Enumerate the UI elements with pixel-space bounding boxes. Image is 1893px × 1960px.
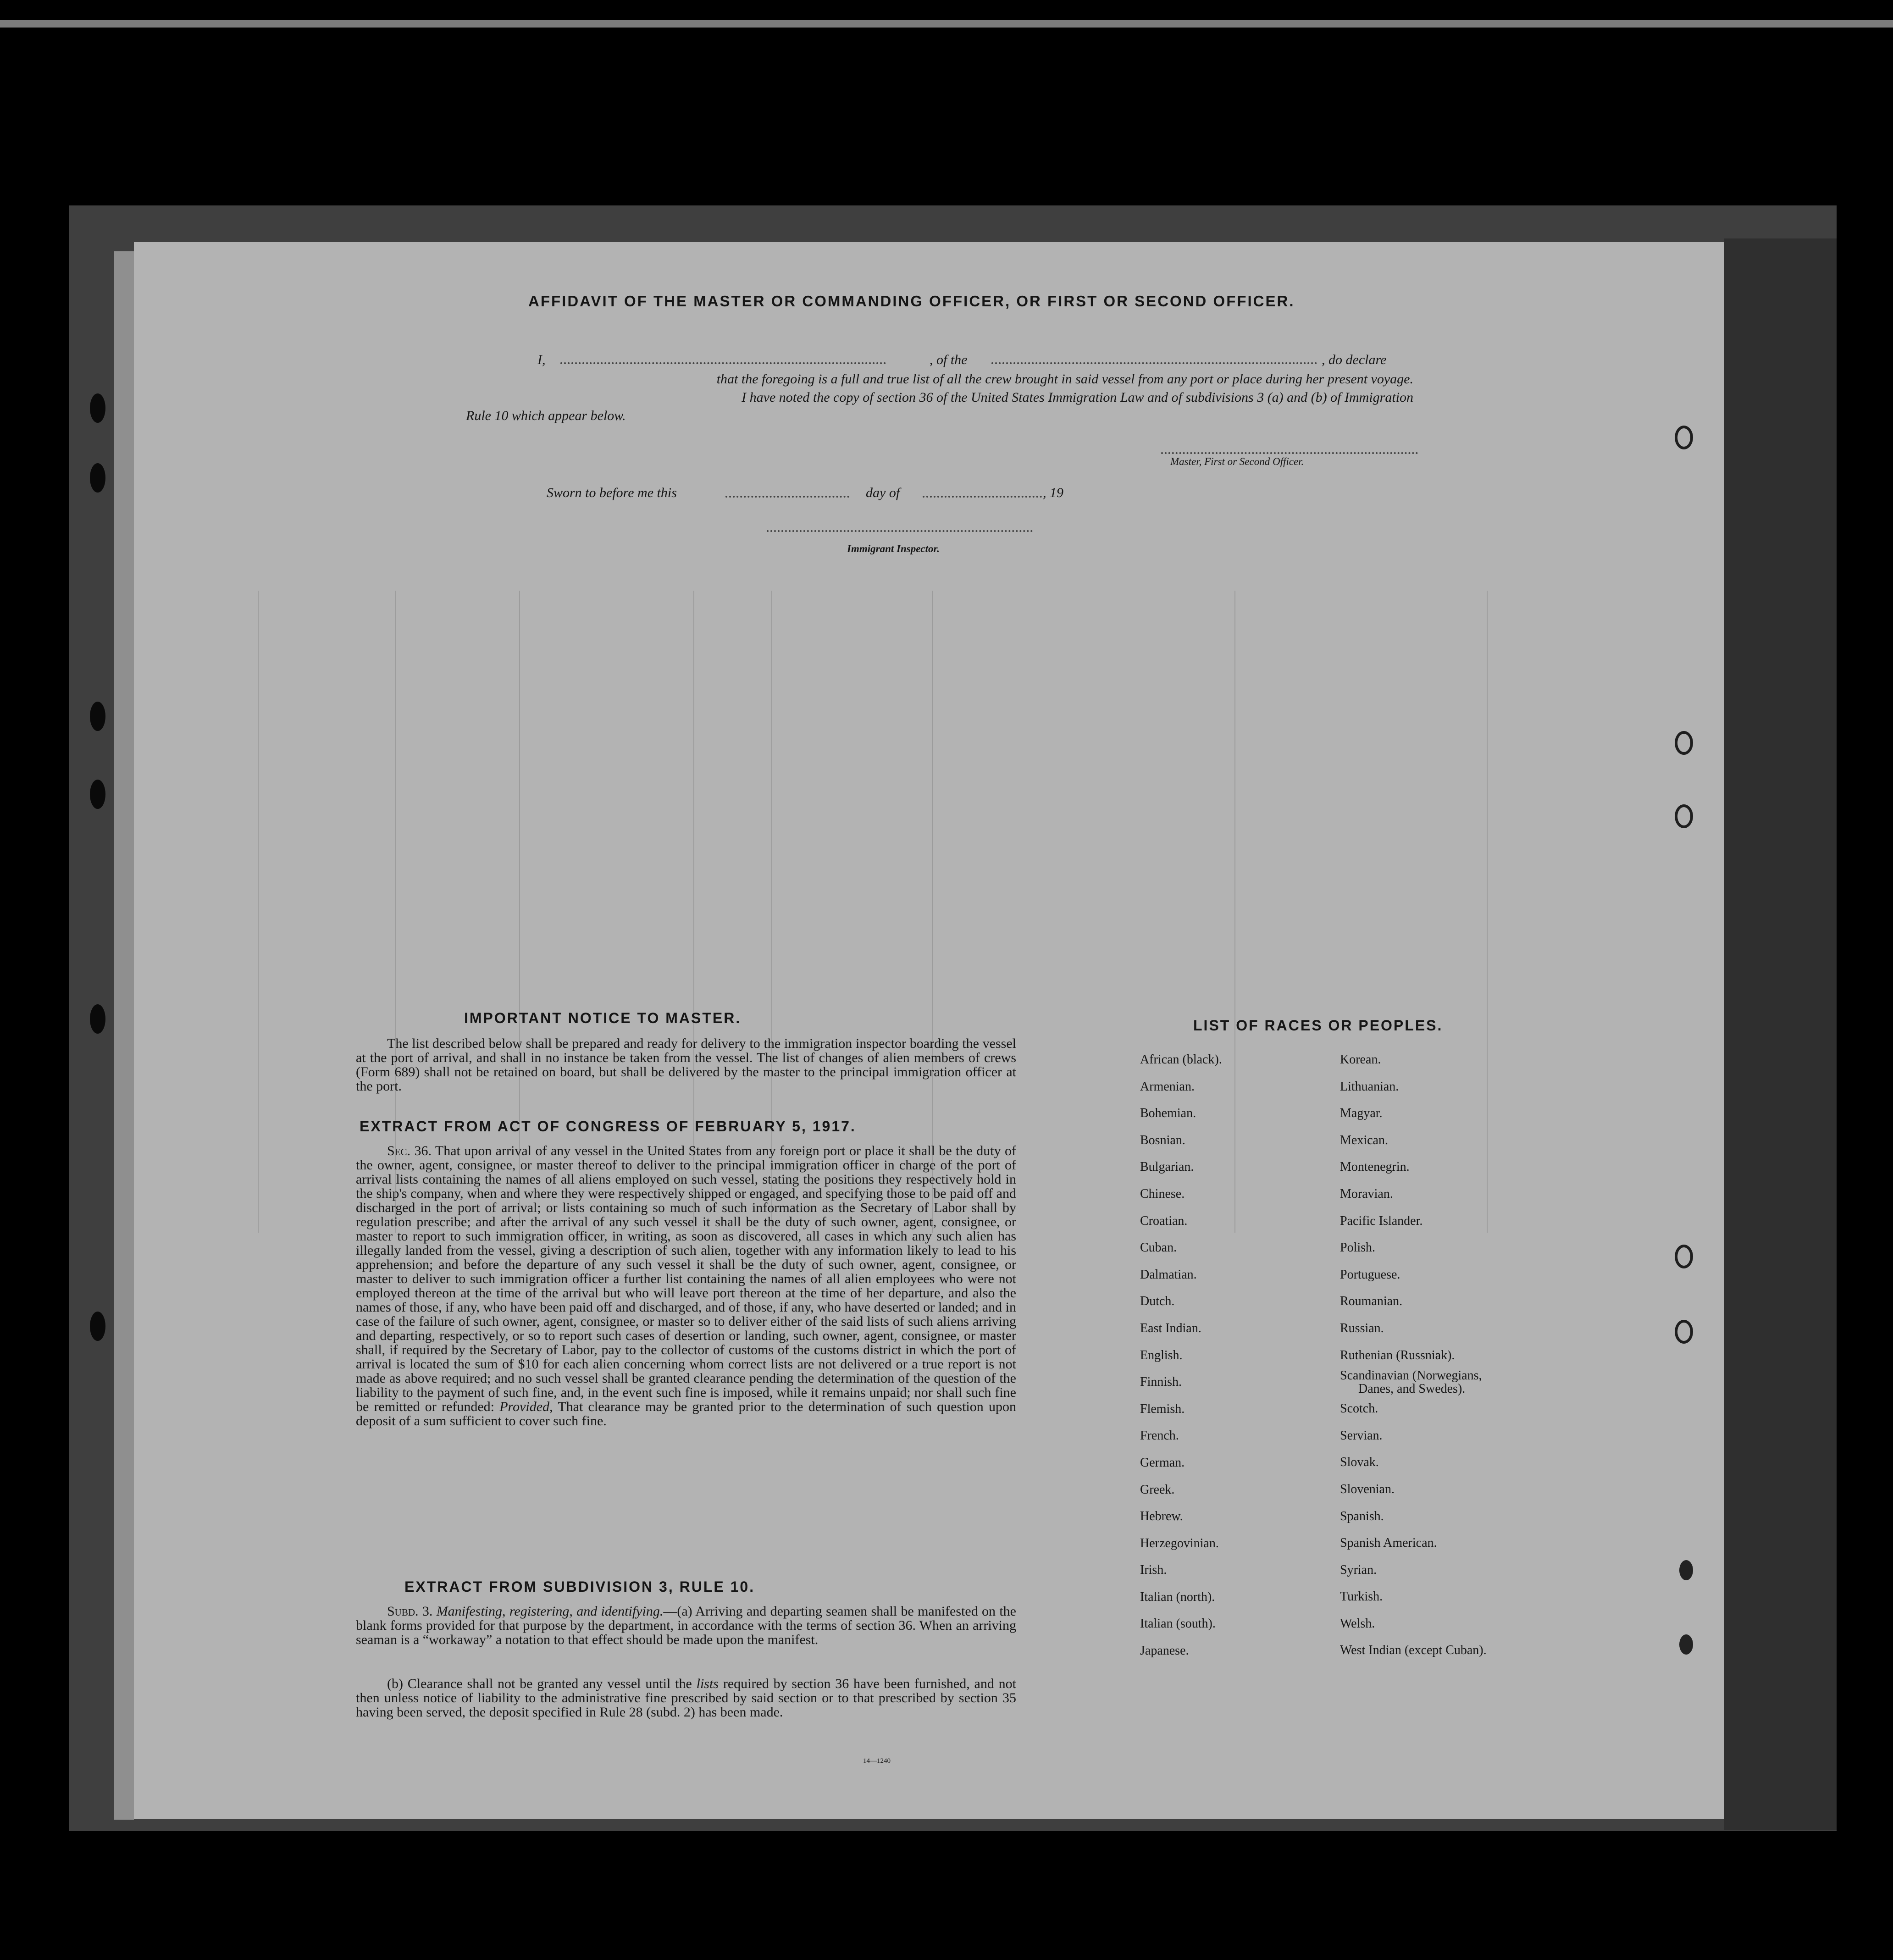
rule-para-b (356, 1677, 1016, 1719)
rule-subd-label: Subd. 3. (387, 1604, 433, 1619)
binder-hole (90, 780, 105, 809)
race-item: Mexican. (1340, 1133, 1388, 1147)
sworn-month-blank[interactable] (923, 496, 1042, 498)
act-title: EXTRACT FROM ACT OF CONGRESS OF FEBRUARY 5, 1917. (360, 1118, 856, 1135)
race-item: Magyar. (1340, 1106, 1383, 1121)
race-item: Polish. (1340, 1240, 1376, 1255)
race-item: English. (1140, 1348, 1183, 1362)
affidavit-i-label: I, (537, 352, 546, 367)
race-item: Ruthenian (Russniak). (1340, 1348, 1455, 1362)
top-border-line (0, 20, 1893, 28)
act-body-text: That upon arrival of any vessel in the United States from any foreign port or place it shall be the duty of the owner, agent, consignee, or master thereof to deliver to the principal immigration officer in charge of the port of arrival lists containing the names of all aliens employed on such vessel, stating the positions they respectively hold in the ship's company, when and where they were respectively shipped or engaged, and specifying those to be paid off and discharged in the port of arrival; or lists containing so much of such information as the Secretary of Labor shall by regulation prescribe; and after the arrival of any such vessel it shall be the duty of such owner, agent, consignee, or master to report to such immigration officer, in writing, as soon as discovered, all cases in which any such alien has illegally landed from the vessel, giving a description of such alien, together with any information likely to lead to his apprehension; and before the departure of any such vessel it shall be the duty of such owner, agent, consignee, or master to deliver to such immigration officer a further list containing the names of all alien employees who were not employed thereon at the time of the arrival but who will leave port thereon at the time of her departure, and also the names of those, if any, who have been paid off and discharged, and of those, if any, who have deserted or landed; and in case of the failure of such owner, agent, consignee, or master so to deliver either of the said lists of such aliens arriving and departing, respectively, or so to report such cases of desertion or landing, such owner, agent, consignee, or master shall, if required by the Secretary of Labor, pay to the collector of customs of the customs district in which the port of arrival is located the sum of $10 for each alien concerning whom correct lists are not delivered or a true report is not made as above required; and no such vessel shall be granted clearance pending the determination of the question of the liability to the payment of such fine, and, in the event such fine is imposed, while it remains unpaid; nor shall such fine be remitted or refunded: (356, 1143, 1017, 1414)
race-item: Syrian. (1340, 1562, 1377, 1577)
affidavit-declare-label: , do declare (1322, 352, 1387, 367)
day-of-label: day of (866, 485, 900, 500)
race-item: Irish. (1140, 1563, 1167, 1578)
sworn-day-blank[interactable] (725, 496, 849, 498)
race-item: Russian. (1340, 1321, 1384, 1335)
race-item: Armenian. (1140, 1079, 1195, 1094)
race-item: East Indian. (1140, 1321, 1201, 1335)
race-item: Moravian. (1340, 1186, 1393, 1201)
binder-hole (90, 702, 105, 731)
race-item: Pacific Islander. (1340, 1213, 1423, 1228)
race-item: Dutch. (1140, 1294, 1175, 1309)
ghost-rule (932, 591, 933, 1233)
race-item: Korean. (1340, 1052, 1381, 1067)
rule-subd-heading: Manifesting, registering, and identifying. (436, 1604, 664, 1619)
page-edge-strip (114, 251, 134, 1820)
ghost-rule (693, 591, 694, 1233)
race-item: Italian (south). (1140, 1617, 1216, 1631)
act-provided: Provided, (499, 1399, 553, 1414)
notice-body: The list described below shall be prepared and ready for delivery to the immigration inspector boarding the vessel at the port of arrival, and shall in no instance be taken from the vessel. The list of changes of alien members of crews (Form 689) shall not be retained on board, but shall be delivered by the master to the principal immigration officer at the port. (356, 1036, 1016, 1094)
race-item: Croatian. (1140, 1213, 1188, 1228)
race-item: Italian (north). (1140, 1589, 1215, 1604)
race-item: Montenegrin. (1340, 1160, 1410, 1174)
race-item: Welsh. (1340, 1616, 1375, 1631)
race-item: Hebrew. (1140, 1509, 1183, 1524)
race-item: Servian. (1340, 1428, 1383, 1443)
race-item: Spanish. (1340, 1509, 1384, 1523)
act-section-label: Sec. 36. (387, 1143, 432, 1158)
sworn-label: Sworn to before me this (547, 485, 677, 500)
race-item: Dalmatian. (1140, 1267, 1197, 1282)
race-item: Finnish. (1140, 1375, 1182, 1390)
affidavit-of-the-label: , of the (930, 352, 968, 367)
race-item: Chinese. (1140, 1186, 1185, 1201)
backing-board-edge (1724, 238, 1837, 1830)
officer-name-blank[interactable] (560, 362, 886, 364)
ghost-rule (258, 591, 259, 1233)
ghost-rule (1234, 591, 1235, 1233)
reinforced-hole (1675, 804, 1693, 828)
races-title: LIST OF RACES OR PEOPLES. (1193, 1017, 1443, 1034)
ghost-rule (395, 591, 396, 1233)
race-item: West Indian (except Cuban). (1340, 1643, 1487, 1658)
reinforced-hole (1675, 731, 1693, 755)
race-item: Bulgarian. (1140, 1160, 1194, 1174)
reinforced-hole (1675, 426, 1693, 449)
ghost-rule (771, 591, 772, 1233)
binder-hole (90, 393, 105, 423)
rule-title: EXTRACT FROM SUBDIVISION 3, RULE 10. (404, 1578, 755, 1595)
race-item: Bosnian. (1140, 1133, 1185, 1147)
inspector-caption: Immigrant Inspector. (847, 543, 940, 554)
affidavit-line-3: I have noted the copy of section 36 of the United States Immigration Law and of subdivisions 3 (a) and (b) of Immigration (742, 390, 1413, 405)
race-item: Danes, and Swedes). (1358, 1382, 1466, 1396)
ghost-rule (1487, 591, 1488, 1233)
race-item: Cuban. (1140, 1240, 1177, 1255)
binder-hole (90, 463, 105, 493)
notice-title: IMPORTANT NOTICE TO MASTER. (464, 1010, 742, 1026)
rule-para-a (356, 1604, 1016, 1647)
race-item: Japanese. (1140, 1644, 1189, 1658)
officer-signature-blank[interactable] (1161, 452, 1418, 454)
race-item: Portuguese. (1340, 1267, 1400, 1282)
rule-lists-word: lists (696, 1676, 719, 1691)
race-item: Bohemian. (1140, 1106, 1196, 1121)
manifest-page (134, 242, 1724, 1819)
races-right-column (1340, 1046, 1487, 1664)
affidavit-line-4: Rule 10 which appear below. (466, 408, 626, 423)
rule-para-a-text: —(a) Arriving and departing seamen shall be manifested on the blank forms provided for that purpose by the department, in accordance with the terms of section 36. When an arriving seaman is a “workaway” a notation to that effect should be made upon the manifest. (356, 1604, 1016, 1647)
inspector-signature-blank[interactable] (767, 530, 1033, 532)
ghost-rule (519, 591, 520, 1233)
races-left-column (1140, 1046, 1222, 1665)
race-item: Greek. (1140, 1482, 1175, 1497)
act-body (356, 1144, 1016, 1428)
punched-hole (1679, 1560, 1693, 1580)
race-item: Herzegovinian. (1140, 1536, 1219, 1550)
affidavit-line-2: that the foregoing is a full and true list of all the crew brought in said vessel from any port or place during her present voyage. (716, 371, 1413, 387)
rule-para-b-end: required by section 36 have been furnished, and not then unless notice of liability to the administrative fine prescribed by said section or to that prescribed by section 35 having been served, the deposit specified in Rule 28 (subd. 2) has been made. (356, 1676, 1017, 1720)
binder-hole (90, 1312, 105, 1341)
race-item: Scotch. (1340, 1401, 1378, 1416)
binder-hole (90, 1004, 105, 1034)
vessel-name-blank[interactable] (991, 362, 1317, 364)
race-item: French. (1140, 1428, 1179, 1443)
race-item: Slovak. (1340, 1455, 1379, 1470)
rule-para-b-start: (b) Clearance shall not be granted any vessel until the (387, 1676, 692, 1691)
race-item: Flemish. (1140, 1401, 1185, 1416)
reinforced-hole (1675, 1320, 1693, 1344)
race-item: Slovenian. (1340, 1482, 1395, 1496)
race-item: Lithuanian. (1340, 1079, 1399, 1094)
officer-caption: Master, First or Second Officer. (1170, 456, 1304, 467)
race-item: Turkish. (1340, 1589, 1383, 1604)
year-label: , 19 (1043, 485, 1063, 500)
race-item: Roumanian. (1340, 1294, 1403, 1309)
reinforced-hole (1675, 1245, 1693, 1268)
affidavit-title: AFFIDAVIT OF THE MASTER OR COMMANDING OFFICER, OR FIRST OR SECOND OFFICER. (528, 293, 1295, 310)
punched-hole (1679, 1634, 1693, 1655)
race-item: German. (1140, 1455, 1185, 1470)
form-number: 14—1240 (863, 1757, 891, 1765)
race-item: African (black). (1140, 1052, 1222, 1067)
act-body-end: That clearance may be granted prior to the determination of such question upon deposit of a sum sufficient to cover such fine. (356, 1399, 1017, 1428)
race-item: Scandinavian (Norwegians, (1340, 1368, 1482, 1383)
race-item: Spanish American. (1340, 1536, 1437, 1550)
